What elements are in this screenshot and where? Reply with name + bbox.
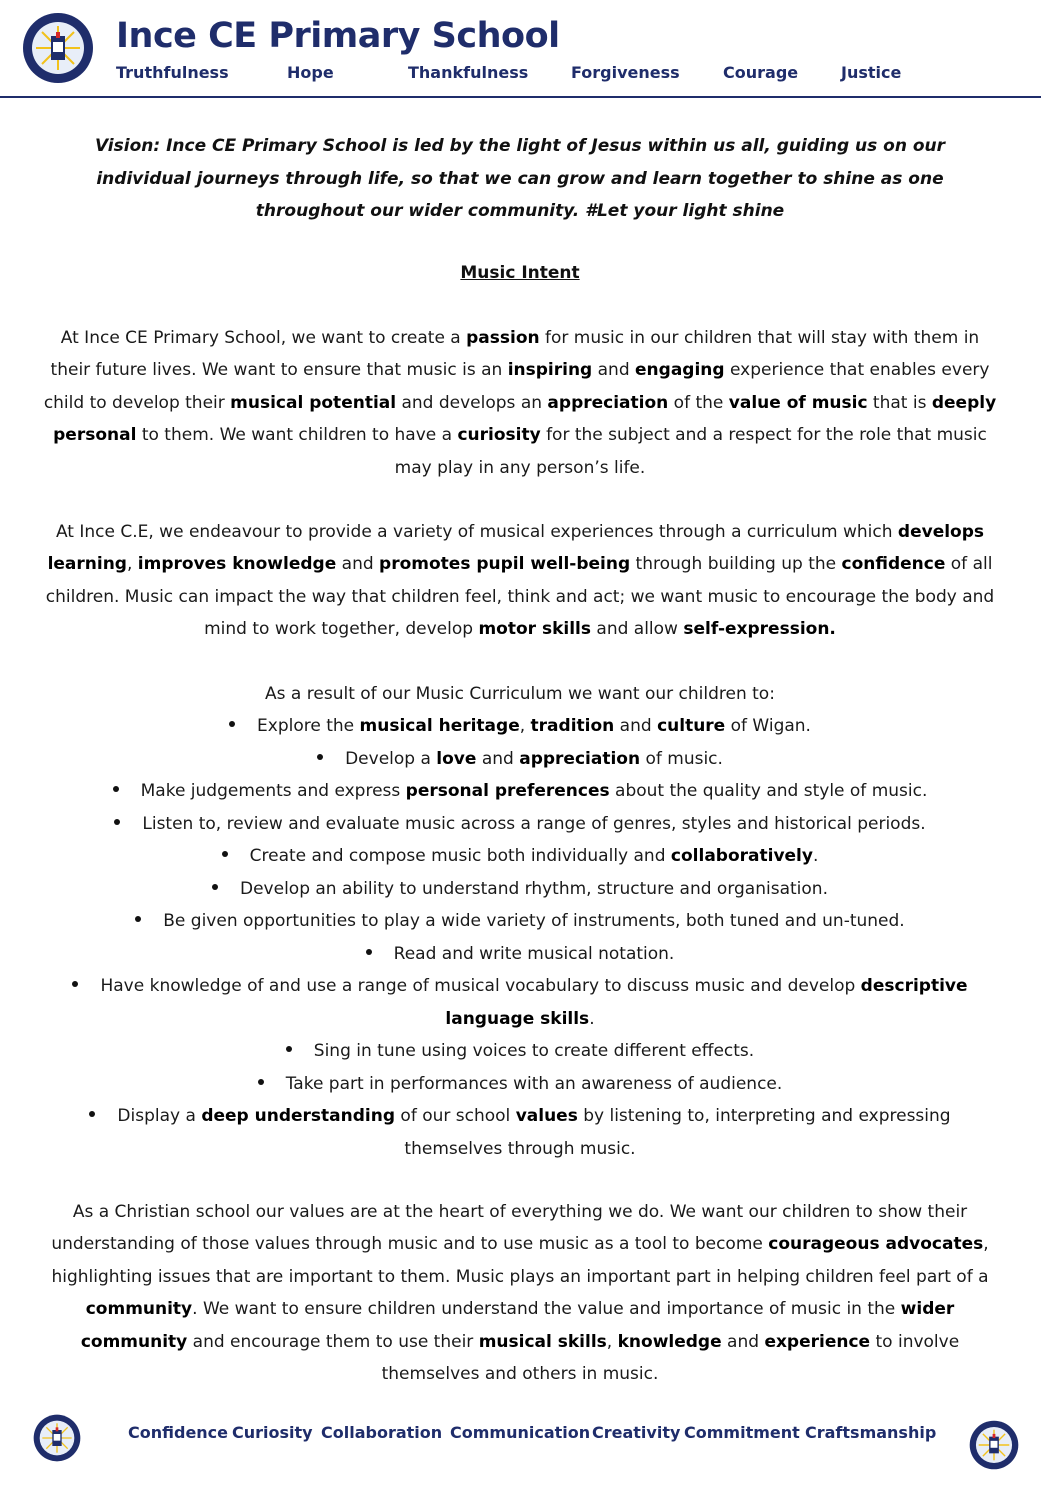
emphasis-text: engaging — [635, 360, 725, 381]
emphasis-text: descriptive language skills — [445, 976, 968, 1029]
value-hope: Hope — [287, 63, 334, 82]
bullet-icon — [222, 851, 228, 857]
body-text: experience that enables every child to develop their — [43, 360, 990, 413]
body-text: Make judgements and express — [140, 781, 406, 801]
outcome-item — [40, 775, 1000, 808]
body-text: that is — [867, 392, 932, 413]
outcome-item — [40, 710, 1000, 743]
emphasis-text: musical skills — [478, 1331, 607, 1352]
outcome-item — [40, 1068, 1000, 1101]
outcome-item — [40, 873, 1000, 906]
emphasis-text: deeply personal — [53, 392, 997, 446]
outcome-item — [40, 840, 1000, 873]
body-text: about the quality and style of music. — [609, 781, 928, 801]
bullet-icon — [113, 786, 119, 792]
body-text: of music. — [640, 748, 723, 769]
body-text: and — [476, 748, 520, 769]
vision-statement — [40, 130, 1000, 228]
body-text: At Ince CE Primary School, we want to create a — [60, 328, 467, 348]
emphasis-text: motor skills — [478, 619, 591, 640]
school-logo — [22, 12, 94, 84]
footer-word: Communication — [450, 1423, 591, 1442]
body-text: for the subject and a respect for the role that music may play in any person’s life. — [394, 425, 987, 478]
value-thankfulness: Thankfulness — [408, 63, 529, 82]
body-text: of our school — [395, 1106, 516, 1126]
emphasis-text: love — [436, 748, 477, 769]
bullet-icon — [212, 884, 218, 890]
body-text: for music in our children that will stay with them in their future lives. We want to ensure that music is an — [50, 328, 980, 381]
bullet-icon — [229, 721, 235, 727]
outcome-item — [40, 1100, 1000, 1165]
body-text: Read and write musical notation. — [393, 943, 675, 964]
emphasis-text: collaboratively — [670, 846, 813, 866]
vision-line: individual journeys through life, so that we can grow and learn together to shine as one — [96, 168, 944, 189]
body-text: and allow — [591, 619, 684, 640]
emphasis-text: confidence — [841, 554, 946, 575]
body-text: and — [336, 554, 380, 575]
body-text: Have knowledge of and use a range of musical vocabulary to discuss music and develop — [100, 976, 861, 996]
emphasis-text: musical potential — [230, 392, 397, 413]
body-text: to involve themselves and others in music. — [381, 1331, 960, 1385]
body-text: Sing in tune using voices to create different effects. — [313, 1041, 755, 1061]
body-text: of the — [668, 392, 729, 413]
body-text: through building up the — [630, 554, 842, 575]
bullet-icon — [366, 949, 372, 955]
emphasis-text: promotes pupil well-being — [379, 554, 631, 575]
outcome-item — [40, 1035, 1000, 1068]
value-courage: Courage — [723, 63, 799, 82]
footer-learning-values — [0, 1423, 1041, 1447]
body-text: Develop an ability to understand rhythm, structure and organisation. — [240, 878, 828, 899]
bullet-icon — [286, 1046, 292, 1052]
emphasis-text: inspiring — [507, 360, 593, 381]
emphasis-text: personal preferences — [405, 781, 610, 801]
body-text: . — [589, 1008, 595, 1029]
value-justice: Justice — [841, 63, 902, 82]
outcome-item — [40, 938, 1000, 971]
outcome-item — [40, 743, 1000, 776]
emphasis-text: experience — [764, 1331, 871, 1352]
body-text: Explore the — [257, 716, 360, 736]
body-text: of all children. Music can impact the way that children feel, think and act; we want music to encourage the body and mind to work together, develop — [45, 554, 995, 640]
footer-word: Craftsmanship — [805, 1423, 937, 1442]
section-heading: Music Intent — [460, 263, 580, 283]
emphasis-text: tradition — [530, 716, 615, 736]
bullet-icon — [89, 1111, 95, 1117]
emphasis-text: musical heritage — [359, 716, 520, 736]
outcomes-list — [40, 710, 1000, 1165]
emphasis-text: values — [515, 1106, 578, 1126]
body-text: of Wigan. — [725, 716, 811, 736]
outcome-item — [40, 970, 1000, 1035]
body-text: to them. We want children to have a — [136, 425, 458, 446]
emphasis-text: curiosity — [457, 425, 541, 446]
bullet-icon — [72, 981, 78, 987]
body-text: At Ince C.E, we endeavour to provide a variety of musical experiences through a curriculum which — [55, 522, 898, 542]
school-name: Ince CE Primary School — [116, 16, 560, 56]
emphasis-text: community — [85, 1299, 193, 1320]
emphasis-text: appreciation — [519, 748, 641, 769]
footer-word: Confidence — [128, 1423, 229, 1442]
body-text: , — [519, 716, 531, 736]
emphasis-text: value of music — [728, 392, 868, 413]
emphasis-text: deep understanding — [201, 1106, 396, 1126]
value-truthfulness: Truthfulness — [116, 63, 229, 82]
body-text: by listening to, interpreting and expressing themselves through music. — [404, 1106, 951, 1159]
footer-word: Commitment — [684, 1423, 800, 1442]
body-text: As a Christian school our values are at the heart of everything we do. We want our children to show their understanding of those values through music and to use music as a tool to become — [51, 1202, 968, 1255]
intent-paragraph-2 — [40, 516, 1000, 646]
intent-paragraph-1 — [40, 322, 1000, 484]
body-text: Display a — [117, 1106, 202, 1126]
vision-line: throughout our wider community. #Let your light shine — [255, 201, 785, 222]
body-text: Be given opportunities to play a wide variety of instruments, both tuned and un-tuned. — [163, 911, 905, 931]
bullet-icon — [114, 819, 120, 825]
emphasis-text: culture — [657, 716, 726, 736]
bullet-icon — [135, 916, 141, 922]
body-text: . We want to ensure children understand the value and importance of music in the — [192, 1299, 901, 1320]
emphasis-text: appreciation — [547, 392, 669, 413]
bullet-icon — [317, 754, 323, 760]
value-forgiveness: Forgiveness — [571, 63, 680, 82]
body-text: , highlighting issues that are important to them. Music plays an important part in helping children feel part of a — [51, 1234, 989, 1287]
body-text: and — [614, 716, 658, 736]
body-text: , — [126, 554, 138, 575]
header-divider — [0, 96, 1041, 98]
emphasis-text: develops learning — [47, 522, 985, 575]
body-text: and — [592, 360, 636, 381]
footer-word: Collaboration — [321, 1423, 443, 1442]
footer-word: Curiosity — [232, 1423, 313, 1442]
body-text: Listen to, review and evaluate music across a range of genres, styles and historical periods. — [142, 813, 926, 834]
emphasis-text: courageous advocates — [768, 1234, 984, 1255]
emphasis-text: knowledge — [617, 1331, 722, 1352]
body-text: and develops an — [396, 392, 548, 413]
emphasis-text: self-expression. — [683, 619, 836, 640]
body-text: and — [721, 1331, 765, 1352]
body-text: , — [606, 1331, 618, 1352]
body-text: Take part in performances with an awareness of audience. — [285, 1073, 783, 1094]
emphasis-text: wider community — [80, 1299, 955, 1352]
body-text: Develop a — [345, 748, 437, 769]
outcome-item — [40, 808, 1000, 841]
emphasis-text: improves knowledge — [137, 554, 337, 575]
outcomes-lead: As a result of our Music Curriculum we want our children to: — [265, 684, 775, 704]
bullet-icon — [258, 1079, 264, 1085]
outcome-item — [40, 905, 1000, 938]
page-header — [0, 0, 1041, 100]
body-text: . — [812, 846, 819, 866]
body-text: Create and compose music both individually and — [249, 846, 671, 866]
values-paragraph — [40, 1196, 1000, 1390]
emphasis-text: passion — [466, 328, 540, 348]
vision-line: Vision: Ince CE Primary School is led by the light of Jesus within us all, guiding us on our — [94, 136, 946, 156]
body-text: and encourage them to use their — [187, 1331, 479, 1352]
footer-word: Creativity — [592, 1423, 681, 1442]
